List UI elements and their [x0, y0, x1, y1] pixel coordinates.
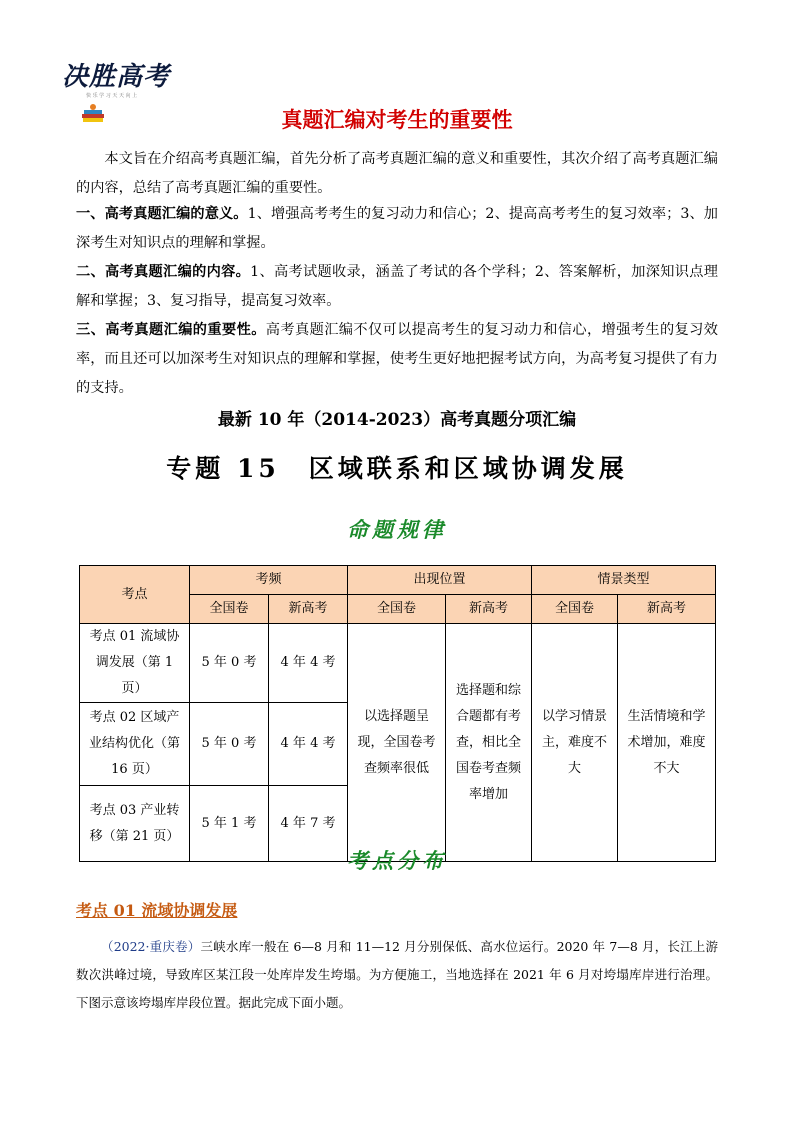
header-scenario: 情景类型 [532, 566, 716, 595]
topic-title: 专题 15 区域联系和区域协调发展 [166, 454, 628, 483]
paragraph-content [76, 258, 718, 316]
header-exam-point: 考点 [80, 566, 190, 624]
position-new: 选择题和综合题都有考查，相比全国卷考查频率增加 [446, 624, 532, 862]
frequency-new: 4 年 4 考 [269, 703, 348, 786]
frequency-new: 4 年 4 考 [269, 624, 348, 703]
position-national: 以选择题呈现，全国卷考查频率很低 [348, 624, 446, 862]
header-national: 全国卷 [190, 595, 269, 624]
paragraph-text: 1、增强高考考生的复习动力和信心；2、提高高考考生的复习效率；3、加深考生对知识点的理解和掌握。 [76, 206, 718, 251]
exam-point-name: 考点 02 区域产业结构优化（第 16 页） [80, 703, 190, 786]
exam-point-name: 考点 03 产业转移（第 21 页） [80, 786, 190, 862]
header-position: 出现位置 [348, 566, 532, 595]
frequency-national: 5 年 0 考 [190, 703, 269, 786]
scenario-national: 以学习情景主，难度不大 [532, 624, 618, 862]
exam-point-name: 考点 01 流域协调发展（第 1 页） [80, 624, 190, 703]
header-national: 全国卷 [532, 595, 618, 624]
banner-proposition-rules: 命题规律 [347, 518, 447, 542]
question-text [76, 933, 718, 1017]
scenario-new: 生活情境和学术增加，难度不大 [618, 624, 716, 862]
logo-text: 决胜高考 [62, 62, 171, 92]
header-new-gaokao: 新高考 [269, 595, 348, 624]
paragraph-heading: 一、高考真题汇编的意义。 [76, 206, 248, 222]
frequency-national: 5 年 1 考 [190, 786, 269, 862]
page-title: 真题汇编对考生的重要性 [281, 108, 513, 132]
collection-subtitle: 最新 10 年（2014-2023）高考真题分项汇编 [217, 410, 577, 430]
frequency-national: 5 年 0 考 [190, 624, 269, 703]
table-row [80, 624, 716, 703]
banner-exam-distribution: 考点分布 [347, 849, 447, 873]
header-new-gaokao: 新高考 [618, 595, 716, 624]
intro-paragraph: 本文旨在介绍高考真题汇编，首先分析了高考真题汇编的意义和重要性，其次介绍了高考真题汇编的内容，总结了高考真题汇编的重要性。 [76, 151, 718, 196]
header-frequency: 考频 [190, 566, 348, 595]
question-source: （2022·重庆卷） [101, 939, 201, 954]
paragraph-heading: 二、高考真题汇编的内容。 [76, 264, 251, 280]
paragraph-importance [76, 316, 718, 403]
header-new-gaokao: 新高考 [446, 595, 532, 624]
exam-point-heading: 考点 01 流域协调发展 [76, 901, 238, 920]
paragraph-significance [76, 200, 718, 258]
paragraph-heading: 三、高考真题汇编的重要性。 [76, 322, 266, 338]
paragraph-text: 高考真题汇编不仅可以提高考生的复习动力和信心，增强考生的复习效率，而且还可以加深考生对知识点的理解和掌握，使考生更好地把握考试方向，为高考复习提供了有力的支持。 [76, 322, 718, 396]
header-national: 全国卷 [348, 595, 446, 624]
question-body: 三峡水库一般在 6—8 月和 11—12 月分别保低、高水位运行。2020 年 7—8 月，长江上游数次洪峰过境，导致库区某江段一处库岸发生垮塌。为方便施工，当地选择在 2021 年 6 月对垮塌库岸进行治理。下图示意该垮塌库岸段位置。据此完成下面小题。 [76, 939, 718, 1010]
exam-points-table [79, 565, 716, 862]
logo-slogan: 快 乐 学 习 天 天 向 上 [86, 93, 138, 99]
frequency-new: 4 年 7 考 [269, 786, 348, 862]
paragraph-text: 1、高考试题收录，涵盖了考试的各个学科；2、答案解析，加深知识点理解和掌握；3、复习指导，提高复习效率。 [76, 264, 718, 309]
